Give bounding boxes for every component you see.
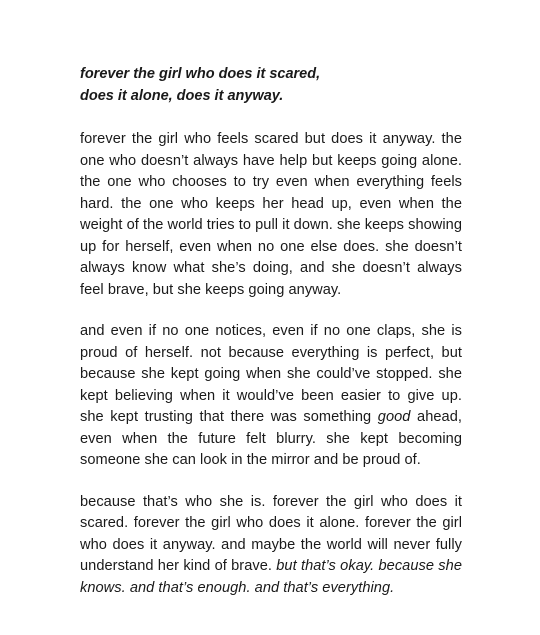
paragraph-3-emphasis: but that’s okay. because she knows. and that’s enough. and that’s everything. xyxy=(80,558,462,596)
paragraph-1: forever the girl who feels scared but does it anyway. the one who doesn’t always have help but keeps going alone. the one who chooses to try even when everything feels hard. the one who keeps her head up, even when the weight of the world tries to pull it down. she keeps showing up for herself, even when no one else does. she doesn’t always know what she’s doing, and she doesn’t always feel brave, but she keeps going anyway. xyxy=(80,131,462,298)
paragraph-3 xyxy=(80,492,462,600)
paragraph-2 xyxy=(80,321,462,472)
poem-title xyxy=(80,63,462,107)
paragraph-3-text-a: because that’s who she is. forever the girl who does it scared. forever the girl who does it alone. forever the girl who does it anyway. and maybe the world will never fully understand her kind of brave. xyxy=(80,493,462,574)
document-page xyxy=(80,63,462,599)
paragraph-2-text-a: and even if no one notices, even if no one claps, she is proud of herself. not because everything is perfect, but because she kept going when she could’ve stopped. she kept believing when it would’ve been easier to give up. she kept trusting that there was something xyxy=(80,323,462,425)
paragraph-2-emphasis: good xyxy=(377,409,411,425)
paragraph-2-text-b: ahead, even when the future felt blurry. she kept becoming someone she can look in the mirror and be proud of. xyxy=(80,409,462,468)
title-line-1: forever the girl who does it scared, xyxy=(80,66,321,82)
title-line-2: does it alone, does it anyway. xyxy=(80,88,284,104)
